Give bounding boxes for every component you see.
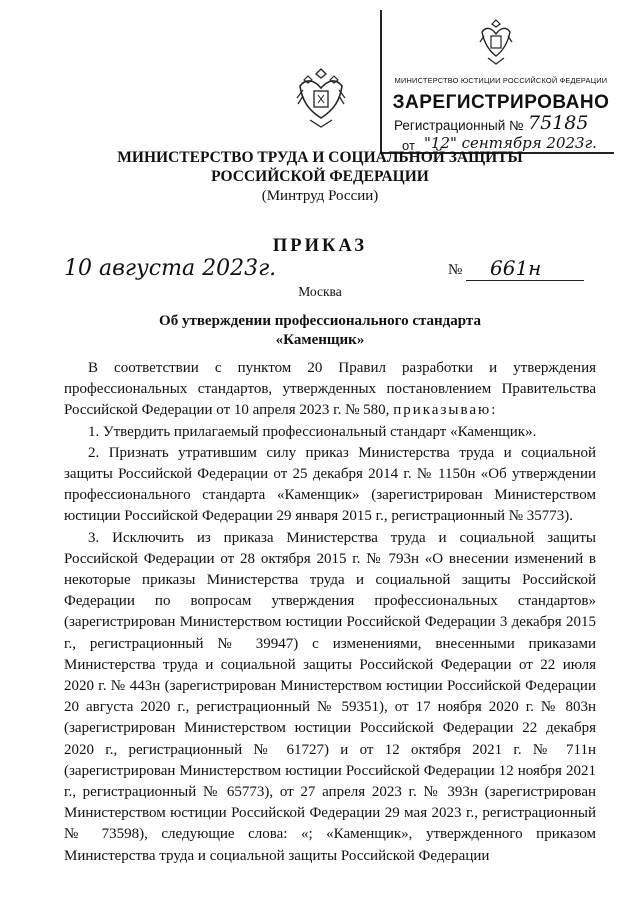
ministry-short-name: (Минтруд России) (261, 188, 379, 204)
stamp-date-prefix: от (402, 138, 415, 153)
paragraph-item-3: 3. Исключить из приказа Министерства труда и социальной защиты Российской Федерации от 28 октября 2015 г. № 793н «О внесении изменений в некоторые приказы Министерства труда и социальной защиты Российской Федерации по вопросам утверждения профессиональных стандартов» (зарегистрирован Министерством юстиции Российской Федерации 3 декабря 2015 г., регистрационный № 39947) с изменениями, внесенными приказами Министерства труда и социальной защиты Российской Федерации от 22 июля 2020 г. № 443н (зарегистрирован Министерством юстиции Российской Федерации 20 августа 2020 г., регистрационный № 59351), от 17 ноября 2020 г. № 803н (зарегистрирован Министерством юстиции Российской Федерации 22 декабря 2020 г., регистрационный № 61727) и от 12 октября 2021 г. № 711н (зарегистрирован Министерством юстиции Российской Федерации 12 ноября 2021 г., регистрационный № 65773), от 27 апреля 2023 г. № 393н (зарегистрирован Министерством юстиции Российской Федерации 29 мая 2023 г., регистрационный № 73598), следующие слова: «; «Каменщик», утвержденного приказом Министерства труда и социальной защиты Российской Федерации (64, 529, 596, 864)
document-type: ПРИКАЗ (272, 236, 368, 256)
order-number: 661н (490, 256, 542, 280)
sign-date: 10 августа 2023г. (64, 256, 277, 281)
stamp-reg-date: "12" сентября 2023г. (424, 134, 597, 152)
stamp-ministry: МИНИСТЕРСТВО ЮСТИЦИИ РОССИЙСКОЙ ФЕДЕРАЦИИ (394, 76, 608, 85)
document-title (0, 312, 640, 350)
coat-of-arms-icon (294, 66, 348, 130)
city: Москва (298, 284, 342, 299)
registration-stamp (380, 10, 614, 154)
number-label: № (448, 262, 463, 278)
number-underline (466, 280, 584, 281)
ministry-line-1: МИНИСТЕРСТВО ТРУДА И СОЦИАЛЬНОЙ ЗАЩИТЫ (117, 149, 523, 166)
intro-directive: приказываю: (393, 402, 498, 419)
title-line-1: Об утверждении профессионального стандарта (159, 313, 481, 329)
ministry-title (0, 148, 640, 186)
paragraph-item-1: 1. Утвердить прилагаемый профессиональный стандарт «Каменщик». (88, 423, 537, 440)
title-line-2: «Каменщик» (275, 332, 365, 348)
paragraph-intro (64, 358, 596, 422)
intro-text: В соответствии с пунктом 20 Правил разработки и утверждения профессиональных стандартов, утвержденных постановлением Правительства Российской Федерации от 10 апреля 2023 г. № 580, (64, 360, 596, 419)
document-body (64, 358, 596, 867)
stamp-registered: ЗАРЕГИСТРИРОВАНО (392, 92, 610, 113)
paragraph-item-2: 2. Признать утратившим силу приказ Министерства труда и социальной защиты Российской Федерации от 25 декабря 2014 г. № 1150н «Об утверждении профессионального стандарта «Каменщик» (зарегистрирован Министерством юстиции Российской Федерации 29 января 2015 г., регистрационный № 35773). (64, 444, 596, 525)
stamp-reg-label: Регистрационный № (394, 118, 524, 133)
coat-of-arms-icon (476, 16, 516, 68)
stamp-reg-number: 75185 (528, 112, 589, 134)
ministry-line-2: РОССИЙСКОЙ ФЕДЕРАЦИИ (211, 168, 429, 185)
